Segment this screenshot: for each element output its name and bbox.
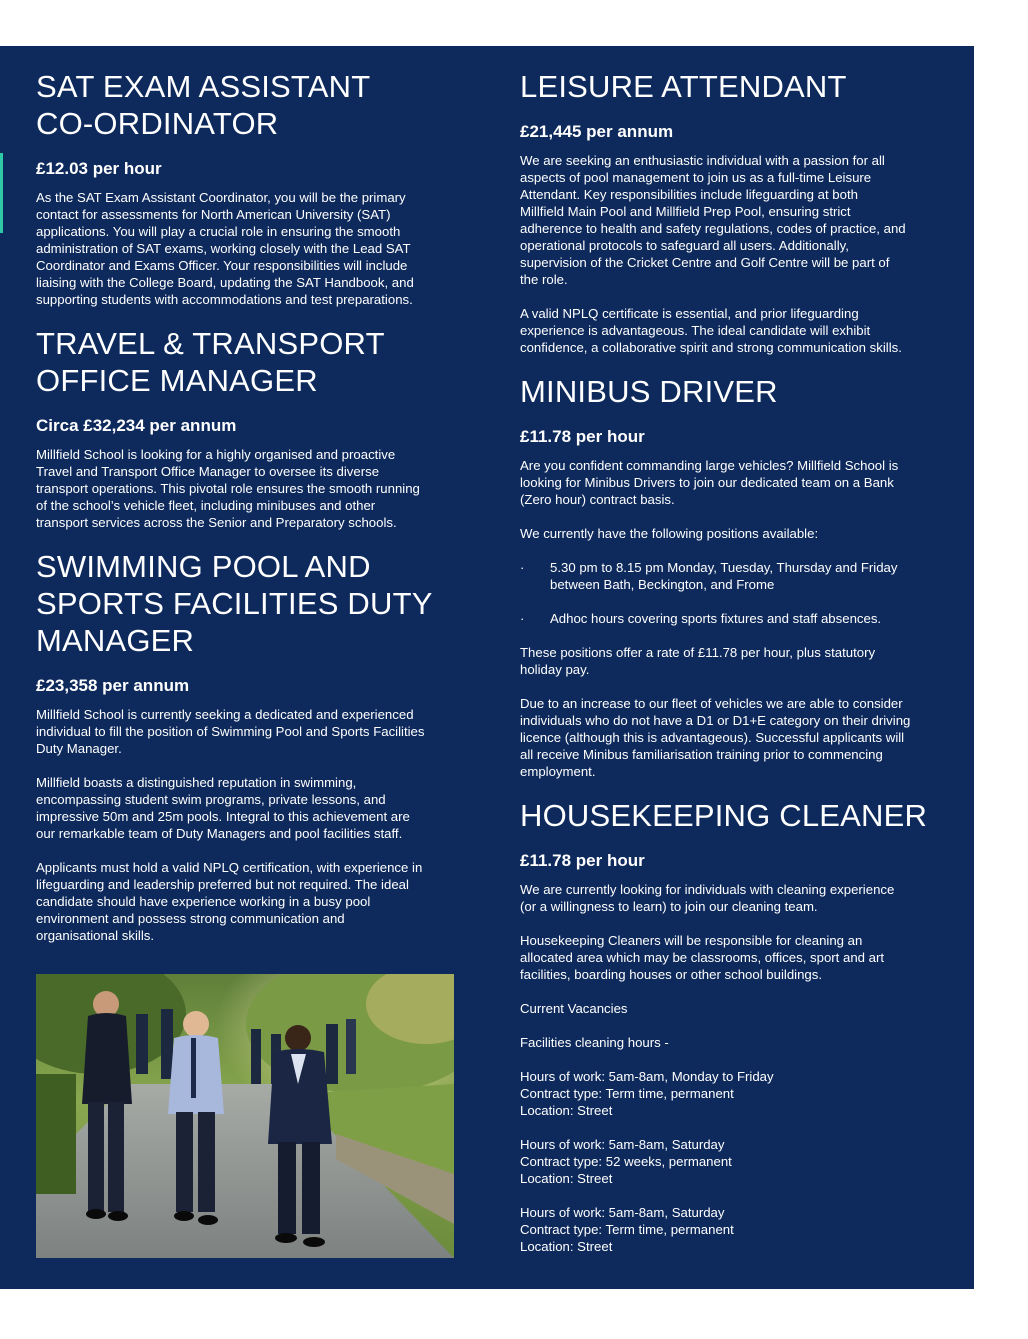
accent-bar	[0, 153, 3, 233]
job-title: MINIBUS DRIVER	[520, 374, 778, 409]
job-description: Facilities cleaning hours -	[520, 1035, 669, 1050]
job-description: As the SAT Exam Assistant Coordinator, you will be the primary contact for assessments for North American University (SAT) applications. You will play a crucial role in ensuring the smooth administration of SAT exams, working closely with the Lead SAT Coordinator and Exams Officer. Your responsibilities will include liaising with the College Board, updating the SAT Handbook, and supporting students with accommodations and test preparations.	[36, 190, 414, 307]
right-column	[520, 68, 944, 1272]
job-title: TRAVEL & TRANSPORT OFFICE MANAGER	[36, 326, 385, 398]
job-title: SAT EXAM ASSISTANT CO-ORDINATOR	[36, 69, 371, 141]
job-title: SWIMMING POOL AND SPORTS FACILITIES DUTY MANAGER	[36, 549, 433, 658]
left-column	[36, 68, 460, 961]
job-minibus-driver	[520, 373, 944, 780]
positions-list	[520, 559, 944, 627]
list-item: · 5.30 pm to 8.15 pm Monday, Tuesday, Thursday and Friday between Bath, Beckington, and Frome	[520, 560, 898, 592]
bullet-icon: ·	[520, 560, 525, 575]
job-travel-manager	[36, 325, 460, 531]
job-description: A valid NPLQ certificate is essential, and prior lifeguarding experience is advantageous. The ideal candidate will exhibit confidence, a collaborative spirit and strong communication skills.	[520, 306, 902, 355]
job-description: Due to an increase to our fleet of vehicles we are able to consider individuals who do not have a D1 or D1+E category on their driving licence (although this is advantageous). Successful applicants will all receive Minibus familiarisation training prior to commencing employment.	[520, 696, 911, 779]
shift-details: Hours of work: 5am-8am, Saturday Contract type: 52 weeks, permanent Location: Street	[520, 1137, 732, 1186]
shift-details: Hours of work: 5am-8am, Saturday Contract type: Term time, permanent Location: Street	[520, 1205, 734, 1254]
job-description: Millfield School is looking for a highly organised and proactive Travel and Transport Office Manager to oversee its diverse transport operations. This pivotal role ensures the smooth running of the school’s vehicle fleet, including minibuses and other transport services across the Senior and Preparatory schools.	[36, 447, 420, 530]
job-salary: £11.78 per hour	[520, 851, 645, 870]
job-salary: Circa £32,234 per annum	[36, 416, 237, 435]
job-salary: £12.03 per hour	[36, 159, 162, 178]
job-title: HOUSEKEEPING CLEANER	[520, 798, 928, 833]
job-salary: £11.78 per hour	[520, 427, 645, 446]
job-description: Applicants must hold a valid NPLQ certification, with experience in lifeguarding and leadership preferred but not required. The ideal candidate should have experience working in a busy pool environment and possess strong communication and organisational skills.	[36, 860, 423, 943]
bullet-icon: ·	[520, 611, 525, 626]
job-description: Millfield boasts a distinguished reputation in swimming, encompassing student swim programs, private lessons, and impressive 50m and 25m pools. Integral to this achievement are our remarkable team of Duty Managers and pool facilities staff.	[36, 775, 410, 841]
job-description: Housekeeping Cleaners will be responsible for cleaning an allocated area which may be classrooms, offices, sport and art facilities, boarding houses or other school buildings.	[520, 933, 885, 982]
job-swimming-duty-manager	[36, 548, 460, 944]
job-description: We are currently looking for individuals with cleaning experience (or a willingness to learn) to join our cleaning team.	[520, 882, 895, 914]
job-description: Current Vacancies	[520, 1001, 628, 1016]
job-description: We currently have the following positions available:	[520, 526, 819, 541]
shift-details: Hours of work: 5am-8am, Monday to Friday Contract type: Term time, permanent Location: Street	[520, 1069, 774, 1118]
job-housekeeping-cleaner	[520, 797, 944, 1255]
students-walking-photo	[36, 974, 454, 1258]
list-item: · Adhoc hours covering sports fixtures and staff absences.	[520, 611, 882, 626]
job-description: These positions offer a rate of £11.78 per hour, plus statutory holiday pay.	[520, 645, 876, 677]
job-salary: £23,358 per annum	[36, 676, 190, 695]
job-sat-coordinator	[36, 68, 460, 308]
job-leisure-attendant	[520, 68, 944, 356]
job-description: Millfield School is currently seeking a dedicated and experienced individual to fill the position of Swimming Pool and Sports Facilities Duty Manager.	[36, 707, 425, 756]
job-title: LEISURE ATTENDANT	[520, 69, 847, 104]
job-description: We are seeking an enthusiastic individual with a passion for all aspects of pool management to join us as a full-time Leisure Attendant. Key responsibilities include lifeguarding at both Millfield Main Pool and Millfield Prep Pool, ensuring strict adherence to health and safety regulations, codes of practice, and operational protocols to safeguard all users. Additionally, supervision of the Cricket Centre and Golf Centre will be part of the role.	[520, 153, 906, 287]
job-description: Are you confident commanding large vehicles? Millfield School is looking for Minibus Drivers to join our dedicated team on a Bank (Zero hour) contract basis.	[520, 458, 899, 507]
job-salary: £21,445 per annum	[520, 122, 674, 141]
